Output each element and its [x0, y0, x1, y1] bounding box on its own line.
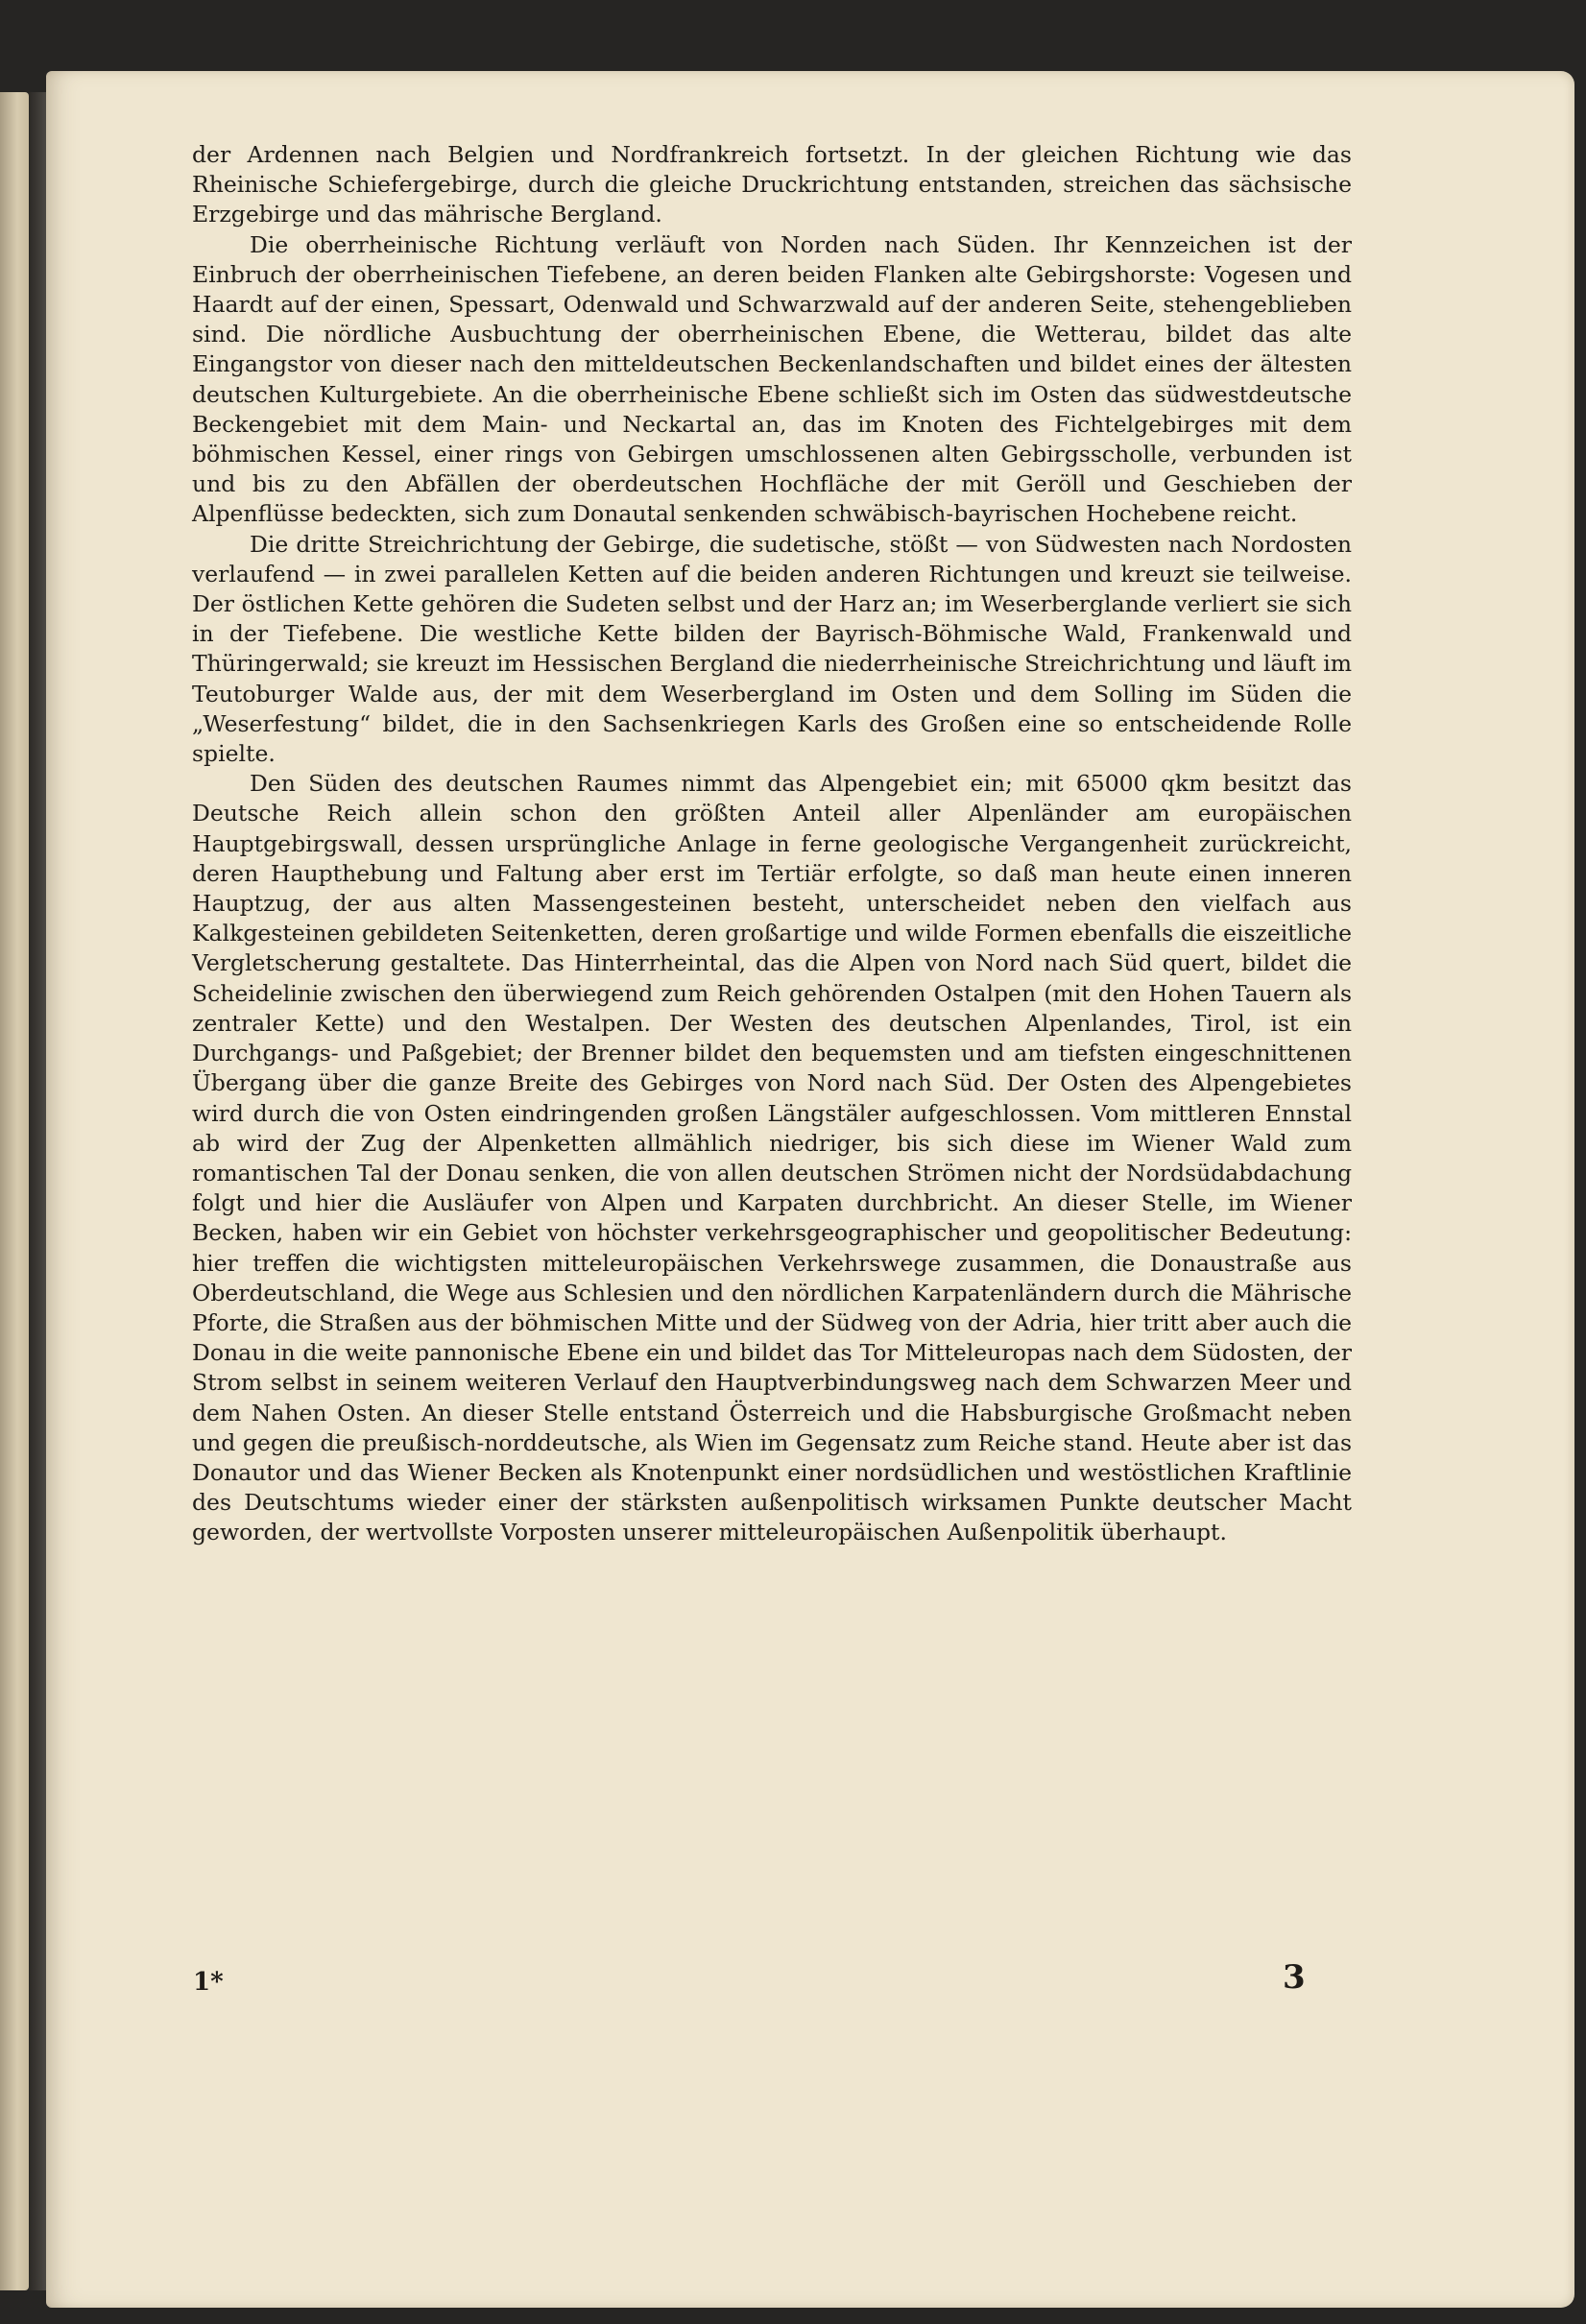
page-number: 3 — [1283, 1958, 1306, 1997]
paragraph: Die dritte Streichrichtung der Gebirge, die sudetische, stößt — von Südwesten nach Nordosten verlaufend — in zwei parallelen Ketten auf die beiden anderen Richtungen und kreuzt sie teilweise. Der östlichen Kette gehören die Sudeten selbst und der Harz an; im Weserberglande verliert sie sich in der Tiefebene. Die westliche Kette bilden der Bayrisch-Böhmische Wald, Frankenwald und Thüringerwald; sie kreuzt im Hessischen Bergland die niederrheinische Streichrichtung und läuft im Teutoburger Walde aus, der mit dem Weserbergland im Osten und dem Solling im Süden die „Weserfestung“ bildet, die in den Sachsenkriegen Karls des Großen eine so entscheidende Rolle spielte. — [192, 530, 1352, 768]
printer-signature-mark: 1* — [193, 1968, 224, 1997]
previous-page-edge — [0, 92, 29, 2290]
paragraph: Die oberrheinische Richtung verläuft von Norden nach Süden. Ihr Kennzeichen ist der Einbruch der oberrheinischen Tiefebene, an deren beiden Flanken alte Gebirgshorste: Vogesen und Haardt auf der einen, Spessart, Odenwald und Schwarzwald auf der anderen Seite, stehengeblieben sind. Die nördliche Ausbuchtung der oberrheinischen Ebene, die Wetterau, bildet das alte Eingangstor von dieser nach den mitteldeutschen Beckenlandschaften und bildet eines der ältesten deutschen Kulturgebiete. An die oberrheinische Ebene schließt sich im Osten das südwestdeutsche Beckengebiet mit dem Main- und Neckartal an, das im Knoten des Fichtelgebirges mit dem böhmischen Kessel, einer rings von Gebirgen umschlossenen alten Gebirgsscholle, verbunden ist und bis zu den Abfällen der oberdeutschen Hochfläche der mit Geröll und Geschieben der Alpenflüsse bedeckten, sich zum Donautal senkenden schwäbisch-bayrischen Hochebene reicht. — [192, 230, 1352, 528]
paragraph: Den Süden des deutschen Raumes nimmt das Alpengebiet ein; mit 65000 qkm besitzt das Deutsche Reich allein schon den größten Anteil aller Alpenländer am europäischen Hauptgebirgswall, dessen ursprüngliche Anlage in ferne geologische Vergangenheit zurückreicht, deren Haupthebung und Faltung aber erst im Tertiär erfolgte, so daß man heute einen inneren Hauptzug, der aus alten Massengesteinen besteht, unterscheidet neben den vielfach aus Kalkgesteinen gebildeten Seitenketten, deren großartige und wilde Formen ebenfalls die eiszeitliche Vergletscherung gestaltete. Das Hinterrheintal, das die Alpen von Nord nach Süd quert, bildet die Scheidelinie zwischen den überwiegend zum Reich gehörenden Ostalpen (mit den Hohen Tauern als zentraler Kette) und den Westalpen. Der Westen des deutschen Alpenlandes, Tirol, ist ein Durchgangs- und Paßgebiet; der Brenner bildet den bequemsten und am tiefsten eingeschnittenen Übergang über die ganze Breite des Gebirges von Nord nach Süd. Der Osten des Alpengebietes wird durch die von Osten eindringenden großen Längstäler aufgeschlossen. Vom mittleren Ennstal ab wird der Zug der Alpenketten allmählich niedriger, bis sich diese im Wiener Wald zum romantischen Tal der Donau senken, die von allen deutschen Strömen nicht der Nordsüdabdachung folgt und hier die Ausläufer von Alpen und Karpaten durchbricht. An dieser Stelle, im Wiener Becken, haben wir ein Gebiet von höchster verkehrsgeographischer und geopolitischer Bedeutung: hier treffen die wichtigsten mitteleuropäischen Verkehrswege zusammen, die Donaustraße aus Oberdeutschland, die Wege aus Schlesien und den nördlichen Karpatenländern durch die Mährische Pforte, die Straßen aus der böhmischen Mitte und der Südweg von der Adria, hier tritt aber auch die Donau in die weite pannonische Ebene ein und bildet das Tor Mitteleuropas nach dem Südosten, der Strom selbst in seinem weiteren Verlauf den Hauptverbindungsweg nach dem Schwarzen Meer und dem Nahen Osten. An dieser Stelle entstand Österreich und die Habsburgische Großmacht neben und gegen die preußisch-norddeutsche, als Wien im Gegensatz zum Reiche stand. Heute aber ist das Donautor und das Wiener Becken als Knotenpunkt einer nordsüdlichen und westöstlichen Kraftlinie des Deutschtums wieder einer der stärksten außenpolitisch wirksamen Punkte deutscher Macht geworden, der wertvollste Vorposten unserer mitteleuropäischen Außenpolitik überhaupt. — [192, 770, 1352, 1546]
paragraph: der Ardennen nach Belgien und Nordfrankreich fortsetzt. In der gleichen Richtung wie das Rheinische Schiefergebirge, durch die gleiche Druckrichtung entstanden, streichen das sächsische Erzgebirge und das mährische Bergland. — [192, 141, 1352, 228]
page-body-text — [192, 140, 1352, 1548]
